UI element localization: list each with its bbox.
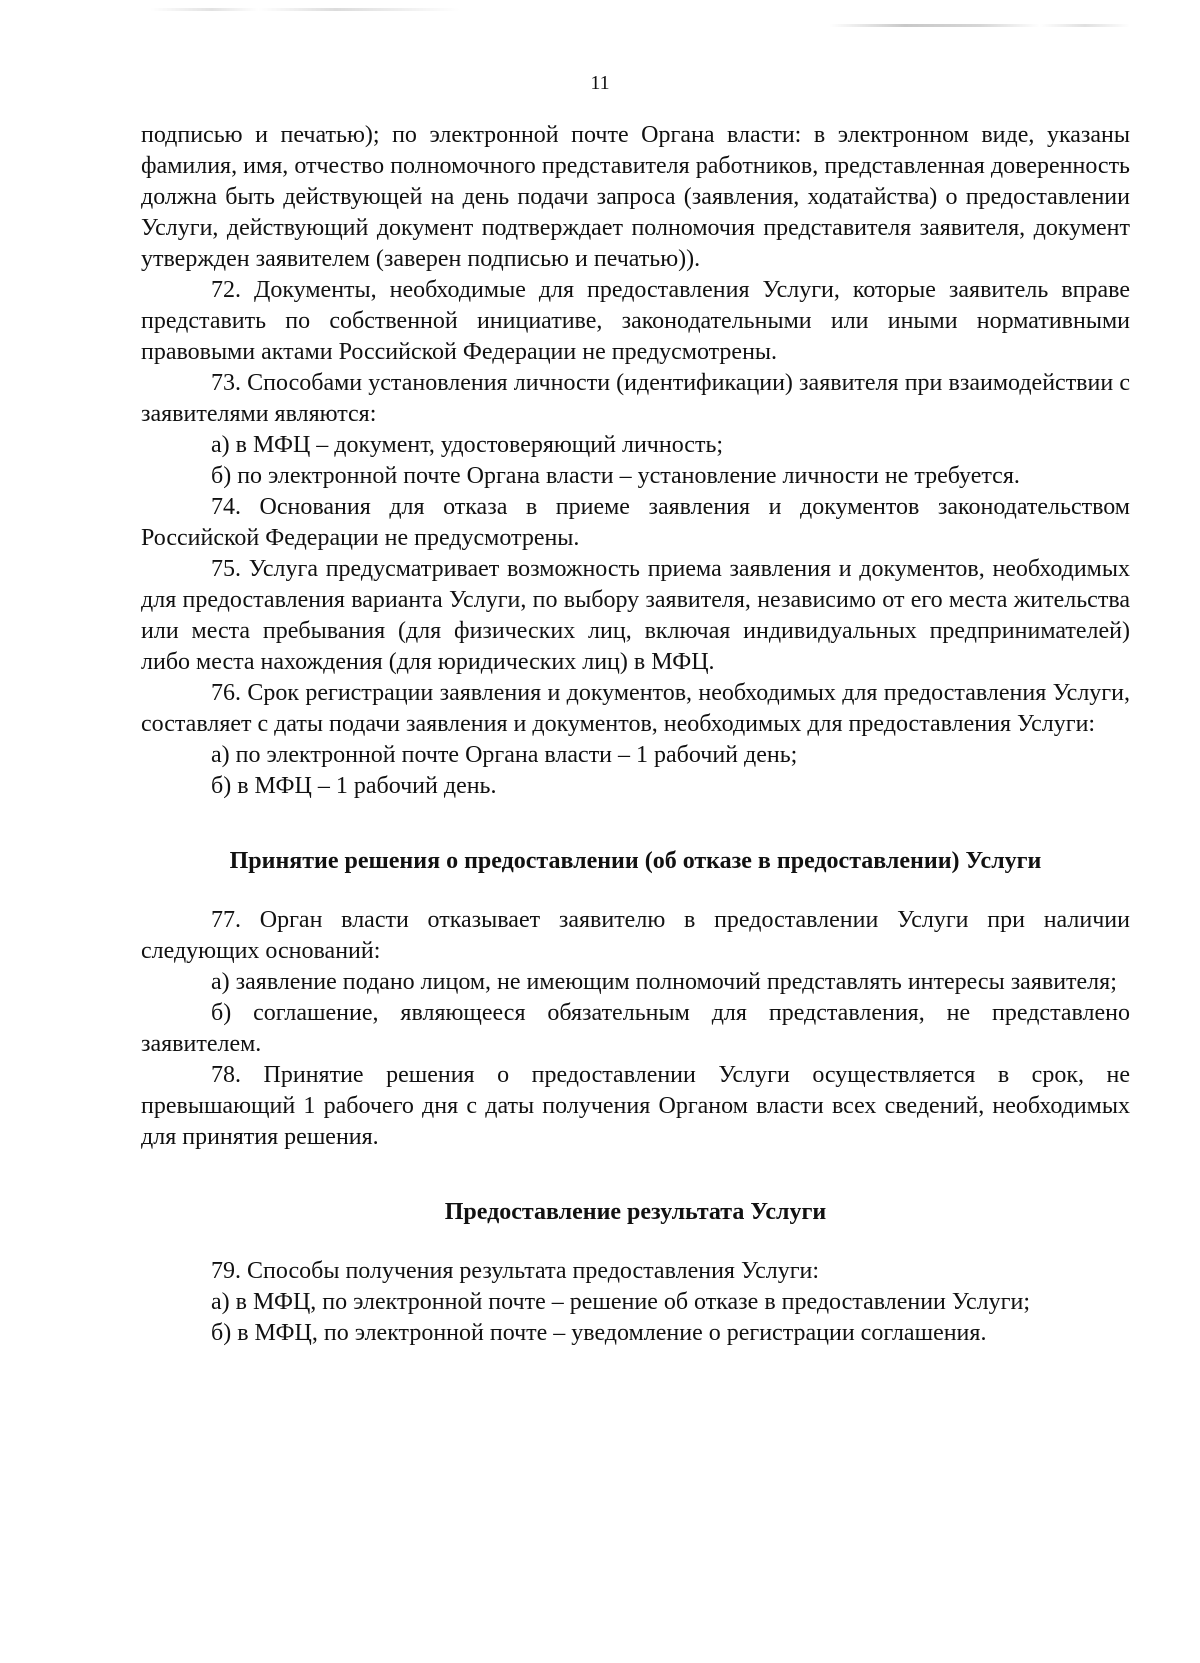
paragraph-79: 79. Способы получения результата предоставления Услуги: — [211, 1258, 820, 1284]
paragraph-76: 76. Срок регистрации заявления и документов, необходимых для предоставления Услуги, составляет с даты подачи заявления и документов, необходимых для предоставления Услуги: — [141, 680, 1130, 737]
scan-artifact-right — [830, 24, 1130, 27]
paragraph-75: 75. Услуга предусматривает возможность приема заявления и документов, необходимых для предоставления варианта Услуги, по выбору заявителя, независимо от его места жительства или места пребывания (для физических лиц, включая индивидуальных предпринимателей) либо места нахождения (для юридических лиц) в МФЦ. — [141, 556, 1130, 675]
paragraph-76-a: а) по электронной почте Органа власти – 1 рабочий день; — [211, 742, 798, 768]
paragraph-77: 77. Орган власти отказывает заявителю в предоставлении Услуги при наличии следующих оснований: — [141, 907, 1130, 964]
paragraph-76-b: б) в МФЦ – 1 рабочий день. — [211, 773, 497, 799]
paragraph-79-a: а) в МФЦ, по электронной почте – решение об отказе в предоставлении Услуги; — [211, 1289, 1030, 1315]
section-heading-decision: Принятие решения о предоставлении (об отказе в предоставлении) Услуги — [229, 848, 1042, 874]
paragraph-74: 74. Основания для отказа в приеме заявления и документов законодательством Российской Федерации не предусмотрены. — [141, 494, 1130, 551]
paragraph-72: 72. Документы, необходимые для предоставления Услуги, которые заявитель вправе представить по собственной инициативе, законодательными или иными нормативными правовыми актами Российской Федерации не предусмотрены. — [141, 277, 1130, 365]
paragraph-78: 78. Принятие решения о предоставлении Услуги осуществляется в срок, не превышающий 1 рабочего дня с даты получения Органом власти всех сведений, необходимых для принятия решения. — [141, 1062, 1130, 1150]
paragraph-79-b: б) в МФЦ, по электронной почте – уведомление о регистрации соглашения. — [211, 1320, 987, 1346]
section-heading-result: Предоставление результата Услуги — [444, 1199, 827, 1225]
paragraph-77-a: а) заявление подано лицом, не имеющим полномочий представлять интересы заявителя; — [211, 969, 1117, 995]
paragraph-73: 73. Способами установления личности (идентификации) заявителя при взаимодействии с заявителями являются: — [141, 370, 1130, 427]
paragraph-71-continuation: подписью и печатью); по электронной почте Органа власти: в электронном виде, указаны фамилия, имя, отчество полномочного представителя работников, представленная доверенность должна быть действующей на день подачи запроса (заявления, ходатайства) о предоставлении Услуги, действующий документ подтверждает полномочия представителя заявителя, документ утвержден заявителем (заверен подписью и печатью)). — [141, 122, 1130, 272]
scan-artifact-left — [150, 8, 460, 11]
paragraph-77-b: б) соглашение, являющееся обязательным для представления, не представлено заявителем. — [141, 1000, 1130, 1057]
document-body — [141, 120, 1130, 1349]
paragraph-73-b: б) по электронной почте Органа власти – установление личности не требуется. — [211, 463, 1020, 489]
paragraph-73-a: а) в МФЦ – документ, удостоверяющий личность; — [211, 432, 724, 458]
page-number: 11 — [590, 72, 610, 94]
